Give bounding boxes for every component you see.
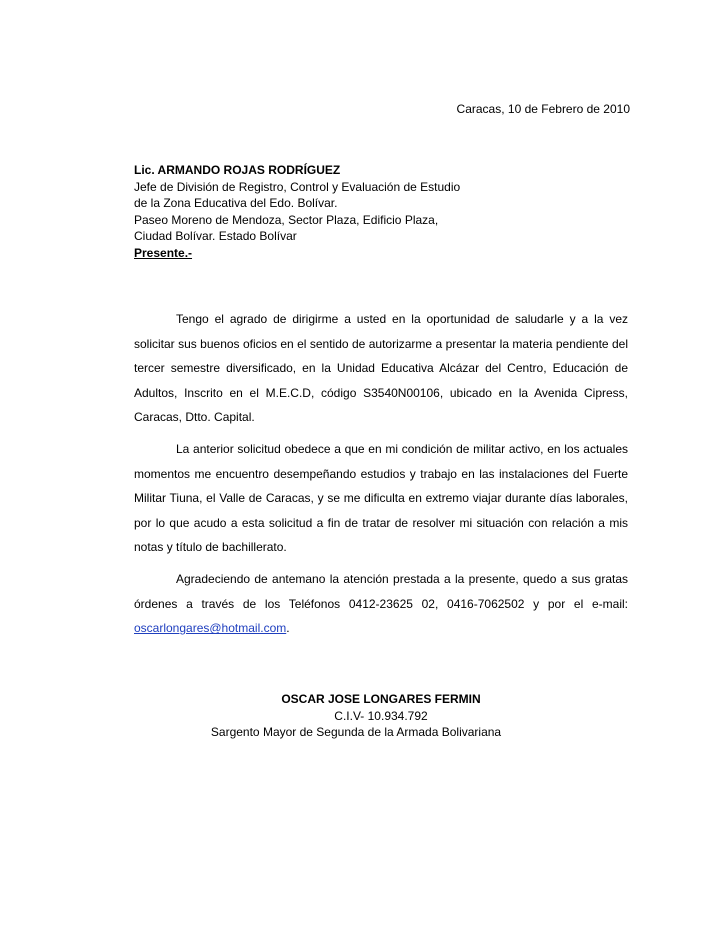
salutation: Presente.- <box>134 245 193 260</box>
recipient-name: Lic. ARMANDO ROJAS RODRÍGUEZ <box>134 163 341 177</box>
recipient-position-line-2: de la Zona Educativa del Edo. Bolívar. <box>134 196 338 211</box>
paragraph-3-text: Agradeciendo de antemano la atención prestada a la presente, quedo a sus gratas órdenes a través de los Teléfonos 0412-23625 02, 0416-7062502 y por el e-mail: <box>134 572 628 611</box>
body-paragraph-2 <box>134 437 628 560</box>
paragraph-1-text: Tengo el agrado de dirigirme a usted en la oportunidad de saludarle y a la vez solicitar sus buenos oficios en el sentido de autorizarme a presentar la materia pendiente del tercer semestre diversificado, en la Unidad Educativa Alcázar del Centro, Educación de Adultos, Inscrito en el M.E.C.D, código S3540N00106, ubicado en la Avenida Cipress, Caracas, Dtto. Capital. <box>134 312 628 425</box>
body-paragraph-1 <box>134 307 628 430</box>
signer-name: OSCAR JOSE LONGARES FERMIN <box>281 692 481 706</box>
paragraph-3-end: . <box>286 621 290 636</box>
recipient-address-line-1: Paseo Moreno de Mendoza, Sector Plaza, Edificio Plaza, <box>134 212 439 227</box>
body-paragraph-3 <box>134 567 628 641</box>
recipient-address-line-2: Ciudad Bolívar. Estado Bolívar <box>134 229 297 244</box>
signer-id: C.I.V- 10.934.792 <box>334 708 428 723</box>
recipient-block <box>134 162 460 262</box>
paragraph-2-text: La anterior solicitud obedece a que en mi condición de militar activo, en los actuales momentos me encuentro desempeñando estudios y trabajo en las instalaciones del Fuerte Militar Tiuna, el Valle de Caracas, y se me dificulta en extremo viajar durante días laborales, por lo que acudo a esta solicitud a fin de tratar de resolver mi situación con relación a mis notas y título de bachillerato. <box>134 442 628 555</box>
signature-block <box>134 691 628 741</box>
signer-title: Sargento Mayor de Segunda de la Armada Bolivariana <box>210 725 502 740</box>
email-link[interactable]: oscarlongares@hotmail.com <box>134 621 287 636</box>
letter-date: Caracas, 10 de Febrero de 2010 <box>456 102 630 116</box>
recipient-position-line-1: Jefe de División de Registro, Control y Evaluación de Estudio <box>134 179 461 194</box>
